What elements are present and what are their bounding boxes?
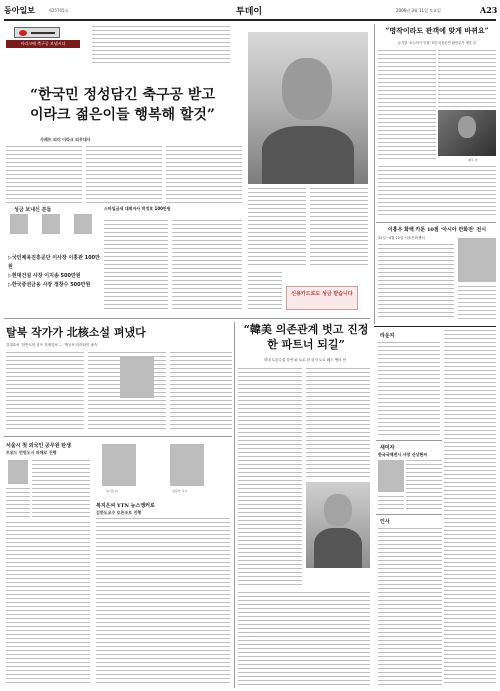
face-shape [458, 116, 476, 138]
musical-col-2 [438, 50, 496, 110]
divider-right-2 [374, 326, 496, 327]
musical-col-1 [378, 50, 436, 162]
divider-right-4 [376, 514, 442, 515]
korea-us-col-3 [238, 592, 370, 686]
donor-list [8, 254, 100, 290]
seoul-official-text-2 [6, 488, 30, 518]
nk-headline: 탈북 작가가 北核소설 펴냈다 [6, 326, 146, 339]
ytn-text [96, 518, 230, 686]
lounge-label: 라운지 [380, 333, 395, 339]
issue-date: 2006년 3월 11일 토요일 [396, 8, 441, 13]
cartoon-headline: 이홍우 화백 카툰 10점 ‘아시아 만화전’ 전시 [387, 227, 487, 233]
right-col-divider [374, 24, 375, 324]
seoul-official-photo [8, 460, 28, 484]
donor-names-col-3 [248, 272, 282, 312]
cartoon-col-1 [378, 244, 454, 320]
musical-photo [438, 110, 496, 156]
donor-names-col-2 [172, 220, 242, 312]
divider-right-1 [376, 222, 496, 223]
nk-author-photo [120, 356, 154, 398]
cartoon-sub: 31일~4월 12일 서울문화센터 [378, 236, 425, 240]
cartoon-col-2 [458, 286, 496, 320]
person-text-2 [378, 496, 404, 510]
korea-us-col-2 [306, 368, 370, 478]
ytn-title: 복지은씨 YTN 뉴스앵커로 [96, 503, 155, 509]
new-face-label: 새미자 [380, 445, 395, 451]
badge-emblem [14, 27, 60, 38]
page-number: A23 [480, 5, 498, 15]
issue-number: 제25705호 [48, 8, 69, 13]
donor-item: ▷한국증권금융 사장 정창수 500만원 [8, 282, 91, 288]
donors-title: 성금 보내신 분들 [14, 207, 52, 213]
divider-left-2 [4, 436, 232, 437]
iraq-col-4 [248, 188, 306, 268]
korea-us-headline: “韓美 의존관계 벗고 진정한 파트너 되길” [243, 323, 369, 351]
paper-name: 동아일보 [4, 5, 35, 15]
seoul-official-text [32, 460, 90, 518]
face-shape [282, 58, 332, 120]
divider-right-3 [376, 440, 442, 441]
total-label: 스마일금새 대회자사 박정호 100만원 [104, 206, 171, 211]
person-title: 한국국제전시 사장 신상현씨 [378, 452, 428, 457]
donor-thumbs [8, 214, 96, 236]
person-text-1 [406, 460, 442, 510]
seoul-official-title: 서울시 첫 외국인 공무원 탄생 [6, 443, 71, 449]
iraq-col-2 [86, 146, 162, 204]
donor-photo-1 [10, 214, 28, 234]
card-donation-box [286, 286, 358, 310]
donor-photo-3 [74, 214, 92, 234]
musical-col-3 [378, 166, 496, 218]
musical-photo-caption: 제후 본 [468, 158, 478, 162]
nk-col-3 [170, 352, 232, 432]
seoul-official-text-3 [6, 522, 90, 686]
seoul-official-sub: 트위드 빈빙도시 파해로 진행 [6, 450, 57, 455]
musical-headline: “명작이라도 관객에 맞게 바뀌요” [385, 26, 489, 35]
donor-names-col-1 [104, 220, 168, 312]
masthead [4, 4, 496, 18]
nk-sub: 김대호씨 ‘한반도의 알프 전쟁일보’… ‘핵공포 리어타이 팡숙’ [6, 343, 99, 347]
anchor-photo [102, 444, 136, 486]
ytn-photos [96, 444, 228, 500]
person-photo [378, 460, 404, 492]
iraq-badge [6, 26, 84, 50]
iraq-headline: “한국민 정성담긴 축구공 받고 이라크 젊은이들 행복해 할것” [30, 87, 215, 123]
masthead-rule [4, 19, 496, 21]
korea-us-col-1 [238, 368, 302, 588]
iraq-col-5 [310, 188, 368, 268]
anchor-name: 복지은씨 [106, 489, 118, 493]
korea-us-photo [306, 482, 370, 568]
personnel-text [378, 528, 442, 686]
korea-us-sub: 미대 토론수업 강연 퍼 토로 한 한지 토로 웨스 앤더 선 [263, 358, 347, 362]
musical-sub: 뮤지컬 ‘호두까기 인형’ 5일 서울공연 촬안무가 제후 본 [397, 41, 477, 45]
col-sep-left [234, 322, 235, 688]
divider-left-1 [4, 318, 370, 319]
professor-name: 김승한 교수 [172, 489, 188, 493]
cartoonist-photo [458, 238, 496, 282]
iraq-ambassador-photo [248, 32, 368, 184]
badge-label: 이라크에 축구공 보냅시다 [6, 40, 80, 48]
iraq-col-3 [166, 146, 242, 204]
card-donation-label: 신용카드로도 성금 받습니다 [291, 291, 353, 297]
lounge-text [378, 342, 440, 438]
ytn-sub: 김한도교수 토론조토 진행 [96, 510, 142, 515]
iraq-lead-text [92, 26, 230, 66]
professor-photo [170, 444, 204, 486]
body-shape [314, 528, 362, 568]
donor-item: ▷국민체육진흥공단 이사장 이홍관 100만원 [8, 255, 100, 270]
iraq-byline: 사례트 피더 이라크 외무대사 [40, 137, 91, 142]
donor-item: ▷현대건설 사장 이지송 500만원 [8, 273, 81, 279]
right-col-far [444, 330, 496, 686]
donor-photo-2 [42, 214, 60, 234]
suit-shape [262, 126, 354, 184]
nk-col-1 [6, 352, 84, 432]
personnel-label: 인사 [380, 519, 390, 525]
iraq-col-1 [6, 146, 82, 204]
flag-icon [19, 30, 27, 36]
face-shape [324, 494, 352, 526]
section-title: 투데이 [236, 7, 263, 17]
emblem-stripe [31, 32, 55, 34]
